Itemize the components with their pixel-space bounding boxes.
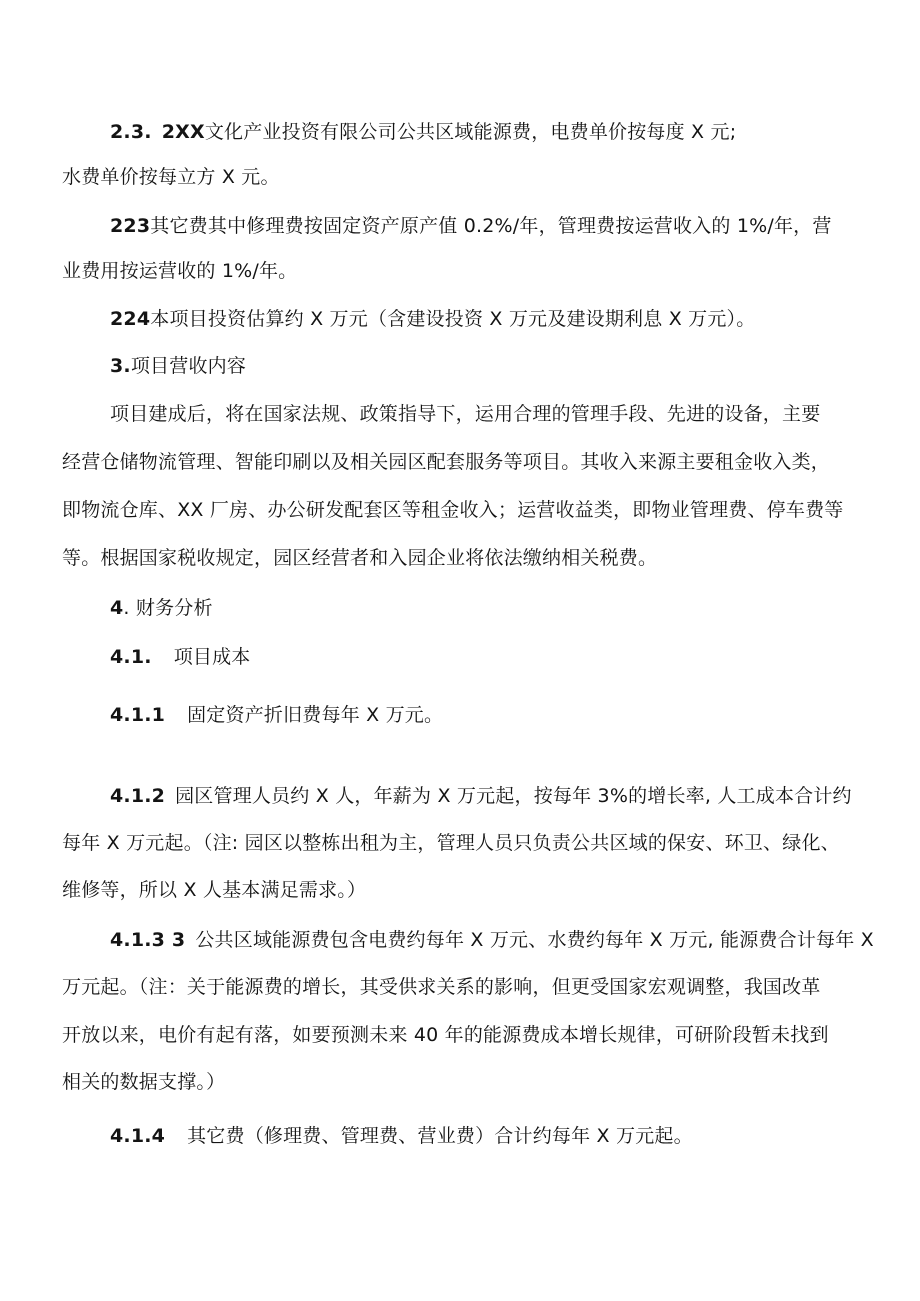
para-4-1-2-line-1 bbox=[110, 781, 880, 811]
para-4-1-2-text-1: 园区管理人员约 X 人，年薪为 X 万元起，按每年 3%的增长率, 人工成本合计约 bbox=[175, 785, 852, 807]
heading-4-1-number: 4.1. bbox=[110, 646, 152, 668]
section-number-223: 223 bbox=[110, 215, 151, 237]
para-4-1-3-line-1 bbox=[110, 925, 880, 955]
para-2-3-line-2: 水费单价按每立方 X 元。 bbox=[62, 166, 280, 188]
section-number-2-3: 2.3. bbox=[110, 121, 152, 143]
para-4-1-3-line-3: 开放以来，电价有起有落，如要预测未来 40 年的能源费成本增长规律，可研阶段暂未找到 bbox=[62, 1024, 829, 1046]
para-2-2-4 bbox=[110, 304, 880, 334]
para-3-line-3: 即物流仓库、XX 厂房、办公研发配套区等租金收入；运营收益类，即物业管理费、停车费等 bbox=[62, 499, 844, 521]
para-4-1-1 bbox=[110, 700, 880, 730]
heading-4-1 bbox=[110, 642, 880, 672]
para-2-2-3-line-2: 业费用按运营收的 1%/年。 bbox=[62, 260, 298, 282]
heading-4-number: 4 bbox=[110, 597, 124, 619]
heading-4 bbox=[110, 593, 880, 623]
para-3-line-2: 经营仓储物流管理、智能印刷以及相关园区配套服务等项目。其收入来源主要租金收入类， bbox=[62, 451, 831, 473]
para-224-text: 本项目投资估算约 X 万元（含建设投资 X 万元及建设期利息 X 万元）。 bbox=[150, 308, 756, 330]
para-2-3-text-1: 文化产业投资有限公司公共区域能源费，电费单价按每度 X 元; bbox=[204, 121, 737, 143]
para-4-1-2-line-2: 每年 X 万元起。（注: 园区以整栋出租为主，管理人员只负责公共区域的保安、环卫、绿化、 bbox=[62, 832, 840, 854]
section-number-4-1-1: 4.1.1 bbox=[110, 704, 166, 726]
heading-3-number: 3. bbox=[110, 355, 131, 377]
para-4-1-2-line-3: 维修等，所以 X 人基本满足需求。） bbox=[62, 879, 367, 901]
company-code: 2XX bbox=[161, 121, 205, 143]
para-4-1-3-line-2: 万元起。（注：关于能源费的增长，其受供求关系的影响，但更受国家宏观调整，我国改革 bbox=[62, 976, 821, 998]
para-2-3-line-1 bbox=[110, 117, 880, 147]
section-number-4-1-3: 4.1.3 3 bbox=[110, 929, 186, 951]
para-2-2-3-line-1 bbox=[110, 211, 880, 241]
para-4-1-4-text: 其它费（修理费、管理费、营业费）合计约每年 X 万元起。 bbox=[187, 1125, 693, 1147]
para-4-1-1-text: 固定资产折旧费每年 X 万元。 bbox=[187, 704, 444, 726]
section-number-4-1-2: 4.1.2 bbox=[110, 785, 166, 807]
para-4-1-3-line-4: 相关的数据支撑。） bbox=[62, 1071, 226, 1093]
para-223-text-1: 其它费其中修理费按固定资产原产值 0.2%/年，管理费按运营收入的 1%/年，营 bbox=[150, 215, 832, 237]
para-4-1-3-text-1: 公共区域能源费包含电费约每年 X 万元、水费约每年 X 万元, 能源费合计每年 X bbox=[195, 929, 874, 951]
section-number-4-1-4: 4.1.4 bbox=[110, 1125, 166, 1147]
heading-4-1-text: 项目成本 bbox=[173, 646, 251, 668]
heading-3-text: 项目营收内容 bbox=[130, 355, 247, 377]
para-3-line-1: 项目建成后，将在国家法规、政策指导下，运用合理的管理手段、先进的设备，主要 bbox=[110, 403, 821, 425]
para-4-1-4 bbox=[110, 1121, 880, 1151]
heading-4-text: . 财务分析 bbox=[123, 597, 213, 619]
heading-3 bbox=[110, 351, 880, 381]
section-number-224: 224 bbox=[110, 308, 151, 330]
para-3-line-4: 等。根据国家税收规定，园区经营者和入园企业将依法缴纳相关税费。 bbox=[62, 547, 658, 569]
